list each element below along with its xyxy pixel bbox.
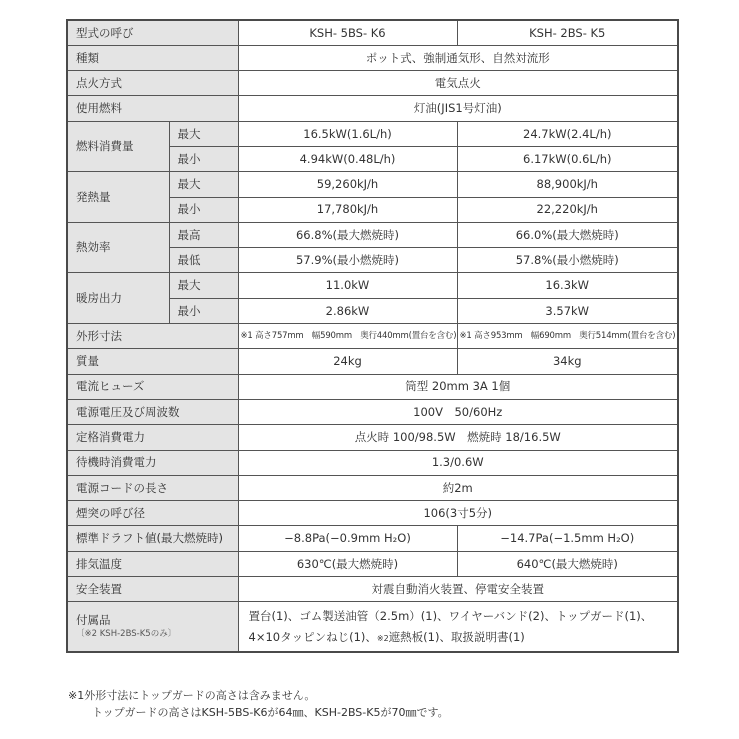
row-standby-power <box>67 450 678 475</box>
value-model-2: 24.7kW(2.4L/h) <box>457 121 678 146</box>
row-value: 100V 50/60Hz <box>238 399 678 424</box>
row-value: 対震自動消火装置、停電安全装置 <box>238 577 678 602</box>
row-heat-output-max <box>67 172 678 197</box>
footnote-1-detail: トップガードの高さはKSH-5BS-K6が64㎜、KSH-2BS-K5が70㎜です。 <box>92 706 449 720</box>
row-model <box>67 20 678 45</box>
row-exhaust-temp <box>67 551 678 576</box>
sub-label: 最小 <box>169 298 238 323</box>
value-model-1: 59,260kJ/h <box>238 172 457 197</box>
sub-label: 最大 <box>169 273 238 298</box>
row-label: 暖房出力 <box>67 273 169 324</box>
row-label-cell <box>67 602 238 652</box>
accessories-line-1: 置台(1)、ゴム製送油管（2.5m）(1)、ワイヤーバンド(2)、トップガード(1)、 <box>248 608 653 623</box>
sub-label: 最低 <box>169 248 238 273</box>
value-model-1: ※1 高さ757mm 幅590mm 奥行440mm(置台を含む) <box>238 324 457 349</box>
row-label: 排気温度 <box>67 551 238 576</box>
value-model-2: 640℃(最大燃焼時) <box>457 551 678 576</box>
row-label: 発熱量 <box>67 172 169 223</box>
row-label: 安全装置 <box>67 577 238 602</box>
sub-label: 最大 <box>169 121 238 146</box>
value-model-2: 3.57kW <box>457 298 678 323</box>
value-model-2: −14.7Pa(−1.5mm H₂O) <box>457 526 678 551</box>
row-safety <box>67 577 678 602</box>
row-label-note: 〔※2 KSH-2BS-K5のみ〕 <box>76 628 177 639</box>
row-power-supply <box>67 399 678 424</box>
row-label: 電源電圧及び周波数 <box>67 399 238 424</box>
row-fuel-consumption-max <box>67 121 678 146</box>
value-model-2: 6.17kW(0.6L/h) <box>457 146 678 171</box>
value-model-2: 57.8%(最小燃焼時) <box>457 248 678 273</box>
row-label: 型式の呼び <box>67 20 238 45</box>
spec-table <box>66 19 679 653</box>
row-accessories <box>67 602 678 652</box>
row-value: ポット式、強制通気形、自然対流形 <box>238 45 678 70</box>
row-draft <box>67 526 678 551</box>
sub-label: 最小 <box>169 146 238 171</box>
footnote-1: ※1外形寸法にトップガードの高さは含みません。 <box>68 689 316 702</box>
row-label: 燃料消費量 <box>67 121 169 172</box>
row-value: 電気点火 <box>238 71 678 96</box>
footnotes <box>68 687 449 721</box>
value-model-2: 16.3kW <box>457 273 678 298</box>
row-label: 外形寸法 <box>67 324 238 349</box>
row-label: 付属品 <box>76 613 111 628</box>
model-name-2: KSH- 2BS- K5 <box>457 20 678 45</box>
row-cord-length <box>67 475 678 500</box>
row-label: 点火方式 <box>67 71 238 96</box>
value-model-1: 4.94kW(0.48L/h) <box>238 146 457 171</box>
value-model-2: 34kg <box>457 349 678 374</box>
row-value: 点火時 100/98.5W 燃焼時 18/16.5W <box>238 425 678 450</box>
row-value: 筒型 20mm 3A 1個 <box>238 374 678 399</box>
value-model-2: 88,900kJ/h <box>457 172 678 197</box>
accessories-line-2b: 遮熱板(1)、取扱説明書(1) <box>388 629 525 644</box>
row-type <box>67 45 678 70</box>
sub-label: 最高 <box>169 222 238 247</box>
row-ignition <box>67 71 678 96</box>
row-efficiency-max <box>67 222 678 247</box>
value-model-1: 24kg <box>238 349 457 374</box>
value-model-1: 11.0kW <box>238 273 457 298</box>
row-label: 標準ドラフト値(最大燃焼時) <box>67 526 238 551</box>
row-label: 電流ヒューズ <box>67 374 238 399</box>
row-label: 電源コードの長さ <box>67 475 238 500</box>
value-model-1: 66.8%(最大燃焼時) <box>238 222 457 247</box>
value-model-1: 2.86kW <box>238 298 457 323</box>
row-dimensions <box>67 324 678 349</box>
footnote-mark: ※2 <box>376 633 389 643</box>
model-name-1: KSH- 5BS- K6 <box>238 20 457 45</box>
row-label: 煙突の呼び径 <box>67 501 238 526</box>
row-heating-output-max <box>67 273 678 298</box>
row-flue-diameter <box>67 501 678 526</box>
value-model-2: 66.0%(最大燃焼時) <box>457 222 678 247</box>
row-label: 質量 <box>67 349 238 374</box>
row-label: 種類 <box>67 45 238 70</box>
sub-label: 最大 <box>169 172 238 197</box>
row-value: 灯油(JIS1号灯油) <box>238 96 678 121</box>
value-model-1: 16.5kW(1.6L/h) <box>238 121 457 146</box>
row-value: 約2m <box>238 475 678 500</box>
sub-label: 最小 <box>169 197 238 222</box>
row-fuse <box>67 374 678 399</box>
accessories-list <box>238 602 678 652</box>
row-label: 定格消費電力 <box>67 425 238 450</box>
row-value: 106(3寸5分) <box>238 501 678 526</box>
row-rated-power <box>67 425 678 450</box>
value-model-1: 630℃(最大燃焼時) <box>238 551 457 576</box>
value-model-1: 57.9%(最小燃焼時) <box>238 248 457 273</box>
value-model-2: ※1 高さ953mm 幅690mm 奥行514mm(置台を含む) <box>457 324 678 349</box>
row-weight <box>67 349 678 374</box>
row-label: 熱効率 <box>67 222 169 273</box>
accessories-line-2a: 4×10タッピンねじ(1)、 <box>248 629 377 644</box>
row-label: 使用燃料 <box>67 96 238 121</box>
value-model-2: 22,220kJ/h <box>457 197 678 222</box>
row-label: 待機時消費電力 <box>67 450 238 475</box>
value-model-1: −8.8Pa(−0.9mm H₂O) <box>238 526 457 551</box>
row-fuel <box>67 96 678 121</box>
value-model-1: 17,780kJ/h <box>238 197 457 222</box>
row-value: 1.3/0.6W <box>238 450 678 475</box>
